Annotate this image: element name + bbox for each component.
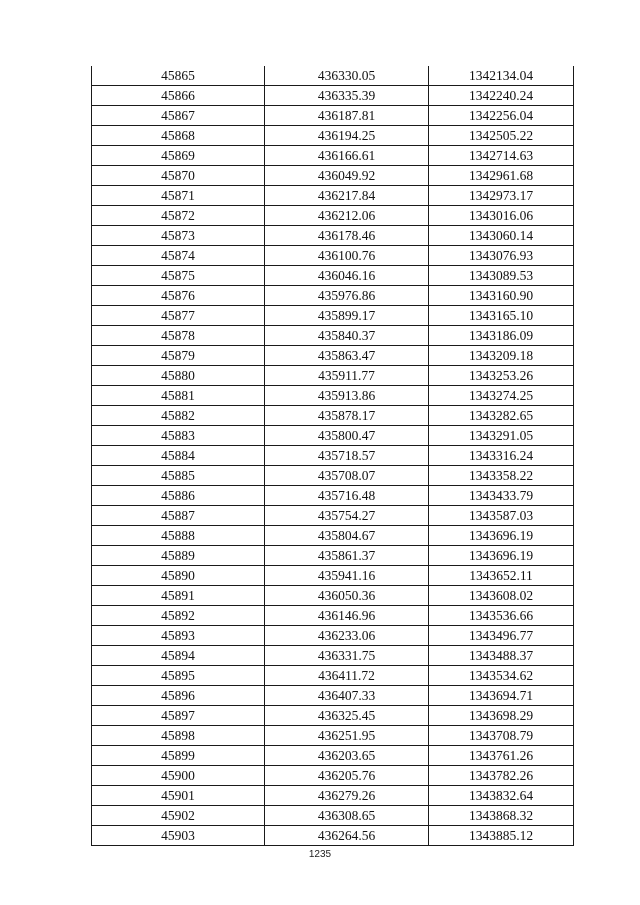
table-row: [92, 106, 574, 126]
point-id-cell: 45897: [92, 706, 265, 726]
x-coordinate-cell: 436411.72: [265, 666, 429, 686]
x-coordinate-cell: 436166.61: [265, 146, 429, 166]
table-row: [92, 186, 574, 206]
point-id-cell: 45869: [92, 146, 265, 166]
point-id-cell: 45889: [92, 546, 265, 566]
y-coordinate-cell: 1343496.77: [429, 626, 574, 646]
y-coordinate-cell: 1343165.10: [429, 306, 574, 326]
point-id-cell: 45882: [92, 406, 265, 426]
y-coordinate-cell: 1343358.22: [429, 466, 574, 486]
table-row: [92, 286, 574, 306]
table-row: [92, 726, 574, 746]
y-coordinate-cell: 1343587.03: [429, 506, 574, 526]
y-coordinate-cell: 1343608.02: [429, 586, 574, 606]
point-id-cell: 45866: [92, 86, 265, 106]
point-id-cell: 45902: [92, 806, 265, 826]
table-row: [92, 526, 574, 546]
table-row: [92, 146, 574, 166]
point-id-cell: 45894: [92, 646, 265, 666]
table-row: [92, 66, 574, 86]
y-coordinate-cell: 1342714.63: [429, 146, 574, 166]
x-coordinate-cell: 435840.37: [265, 326, 429, 346]
table-row: [92, 246, 574, 266]
point-id-cell: 45895: [92, 666, 265, 686]
y-coordinate-cell: 1343488.37: [429, 646, 574, 666]
table-row: [92, 226, 574, 246]
x-coordinate-cell: 436146.96: [265, 606, 429, 626]
y-coordinate-cell: 1343868.32: [429, 806, 574, 826]
point-id-cell: 45901: [92, 786, 265, 806]
y-coordinate-cell: 1343696.19: [429, 526, 574, 546]
y-coordinate-cell: 1343694.71: [429, 686, 574, 706]
x-coordinate-cell: 436279.26: [265, 786, 429, 806]
x-coordinate-cell: 435878.17: [265, 406, 429, 426]
x-coordinate-cell: 435941.16: [265, 566, 429, 586]
table-row: [92, 646, 574, 666]
y-coordinate-cell: 1343016.06: [429, 206, 574, 226]
table-row: [92, 486, 574, 506]
x-coordinate-cell: 436203.65: [265, 746, 429, 766]
table-row: [92, 586, 574, 606]
table-row: [92, 366, 574, 386]
x-coordinate-cell: 436049.92: [265, 166, 429, 186]
y-coordinate-cell: 1343708.79: [429, 726, 574, 746]
y-coordinate-cell: 1343186.09: [429, 326, 574, 346]
table-row: [92, 766, 574, 786]
y-coordinate-cell: 1343291.05: [429, 426, 574, 446]
y-coordinate-cell: 1343696.19: [429, 546, 574, 566]
table-row: [92, 386, 574, 406]
table-row: [92, 166, 574, 186]
point-id-cell: 45893: [92, 626, 265, 646]
y-coordinate-cell: 1342505.22: [429, 126, 574, 146]
table-row: [92, 506, 574, 526]
point-id-cell: 45874: [92, 246, 265, 266]
table-row: [92, 426, 574, 446]
point-id-cell: 45865: [92, 66, 265, 86]
y-coordinate-cell: 1343761.26: [429, 746, 574, 766]
x-coordinate-cell: 435863.47: [265, 346, 429, 366]
point-id-cell: 45868: [92, 126, 265, 146]
coordinate-table-body: [92, 66, 574, 846]
point-id-cell: 45880: [92, 366, 265, 386]
point-id-cell: 45888: [92, 526, 265, 546]
table-row: [92, 406, 574, 426]
y-coordinate-cell: 1343060.14: [429, 226, 574, 246]
y-coordinate-cell: 1343253.26: [429, 366, 574, 386]
y-coordinate-cell: 1343885.12: [429, 826, 574, 846]
point-id-cell: 45899: [92, 746, 265, 766]
x-coordinate-cell: 436325.45: [265, 706, 429, 726]
point-id-cell: 45896: [92, 686, 265, 706]
table-row: [92, 786, 574, 806]
point-id-cell: 45872: [92, 206, 265, 226]
table-row: [92, 566, 574, 586]
point-id-cell: 45877: [92, 306, 265, 326]
y-coordinate-cell: 1342240.24: [429, 86, 574, 106]
x-coordinate-cell: 435913.86: [265, 386, 429, 406]
point-id-cell: 45876: [92, 286, 265, 306]
point-id-cell: 45886: [92, 486, 265, 506]
y-coordinate-cell: 1343534.62: [429, 666, 574, 686]
y-coordinate-cell: 1342961.68: [429, 166, 574, 186]
x-coordinate-cell: 436187.81: [265, 106, 429, 126]
y-coordinate-cell: 1343698.29: [429, 706, 574, 726]
x-coordinate-cell: 435708.07: [265, 466, 429, 486]
y-coordinate-cell: 1342256.04: [429, 106, 574, 126]
table-row: [92, 466, 574, 486]
y-coordinate-cell: 1343536.66: [429, 606, 574, 626]
point-id-cell: 45887: [92, 506, 265, 526]
point-id-cell: 45883: [92, 426, 265, 446]
y-coordinate-cell: 1342134.04: [429, 66, 574, 86]
table-row: [92, 306, 574, 326]
x-coordinate-cell: 436212.06: [265, 206, 429, 226]
table-row: [92, 666, 574, 686]
x-coordinate-cell: 436331.75: [265, 646, 429, 666]
point-id-cell: 45885: [92, 466, 265, 486]
y-coordinate-cell: 1343282.65: [429, 406, 574, 426]
x-coordinate-cell: 436194.25: [265, 126, 429, 146]
x-coordinate-cell: 436217.84: [265, 186, 429, 206]
table-row: [92, 86, 574, 106]
point-id-cell: 45871: [92, 186, 265, 206]
x-coordinate-cell: 435754.27: [265, 506, 429, 526]
table-row: [92, 826, 574, 846]
table-row: [92, 686, 574, 706]
point-id-cell: 45879: [92, 346, 265, 366]
table-row: [92, 266, 574, 286]
table-row: [92, 706, 574, 726]
x-coordinate-cell: 436100.76: [265, 246, 429, 266]
x-coordinate-cell: 436046.16: [265, 266, 429, 286]
x-coordinate-cell: 435716.48: [265, 486, 429, 506]
x-coordinate-cell: 435976.86: [265, 286, 429, 306]
x-coordinate-cell: 436264.56: [265, 826, 429, 846]
point-id-cell: 45873: [92, 226, 265, 246]
point-id-cell: 45878: [92, 326, 265, 346]
y-coordinate-cell: 1343089.53: [429, 266, 574, 286]
table-row: [92, 606, 574, 626]
point-id-cell: 45890: [92, 566, 265, 586]
table-row: [92, 326, 574, 346]
page-number: 1235: [308, 849, 332, 860]
y-coordinate-cell: 1343160.90: [429, 286, 574, 306]
table-row: [92, 126, 574, 146]
point-id-cell: 45898: [92, 726, 265, 746]
y-coordinate-cell: 1343076.93: [429, 246, 574, 266]
x-coordinate-cell: 436335.39: [265, 86, 429, 106]
x-coordinate-cell: 436205.76: [265, 766, 429, 786]
x-coordinate-cell: 435911.77: [265, 366, 429, 386]
y-coordinate-cell: 1343433.79: [429, 486, 574, 506]
table-row: [92, 746, 574, 766]
point-id-cell: 45870: [92, 166, 265, 186]
coordinate-table: [91, 66, 574, 846]
point-id-cell: 45900: [92, 766, 265, 786]
table-row: [92, 206, 574, 226]
x-coordinate-cell: 436308.65: [265, 806, 429, 826]
x-coordinate-cell: 435800.47: [265, 426, 429, 446]
y-coordinate-cell: 1343652.11: [429, 566, 574, 586]
y-coordinate-cell: 1343209.18: [429, 346, 574, 366]
point-id-cell: 45867: [92, 106, 265, 126]
y-coordinate-cell: 1343832.64: [429, 786, 574, 806]
y-coordinate-cell: 1343316.24: [429, 446, 574, 466]
x-coordinate-cell: 436251.95: [265, 726, 429, 746]
y-coordinate-cell: 1343274.25: [429, 386, 574, 406]
x-coordinate-cell: 436330.05: [265, 66, 429, 86]
x-coordinate-cell: 436050.36: [265, 586, 429, 606]
point-id-cell: 45875: [92, 266, 265, 286]
y-coordinate-cell: 1342973.17: [429, 186, 574, 206]
x-coordinate-cell: 435899.17: [265, 306, 429, 326]
table-row: [92, 346, 574, 366]
y-coordinate-cell: 1343782.26: [429, 766, 574, 786]
table-row: [92, 806, 574, 826]
point-id-cell: 45891: [92, 586, 265, 606]
x-coordinate-cell: 436178.46: [265, 226, 429, 246]
x-coordinate-cell: 436407.33: [265, 686, 429, 706]
point-id-cell: 45892: [92, 606, 265, 626]
x-coordinate-cell: 436233.06: [265, 626, 429, 646]
table-row: [92, 446, 574, 466]
x-coordinate-cell: 435804.67: [265, 526, 429, 546]
table-row: [92, 626, 574, 646]
table-row: [92, 546, 574, 566]
point-id-cell: 45884: [92, 446, 265, 466]
point-id-cell: 45903: [92, 826, 265, 846]
point-id-cell: 45881: [92, 386, 265, 406]
x-coordinate-cell: 435718.57: [265, 446, 429, 466]
x-coordinate-cell: 435861.37: [265, 546, 429, 566]
